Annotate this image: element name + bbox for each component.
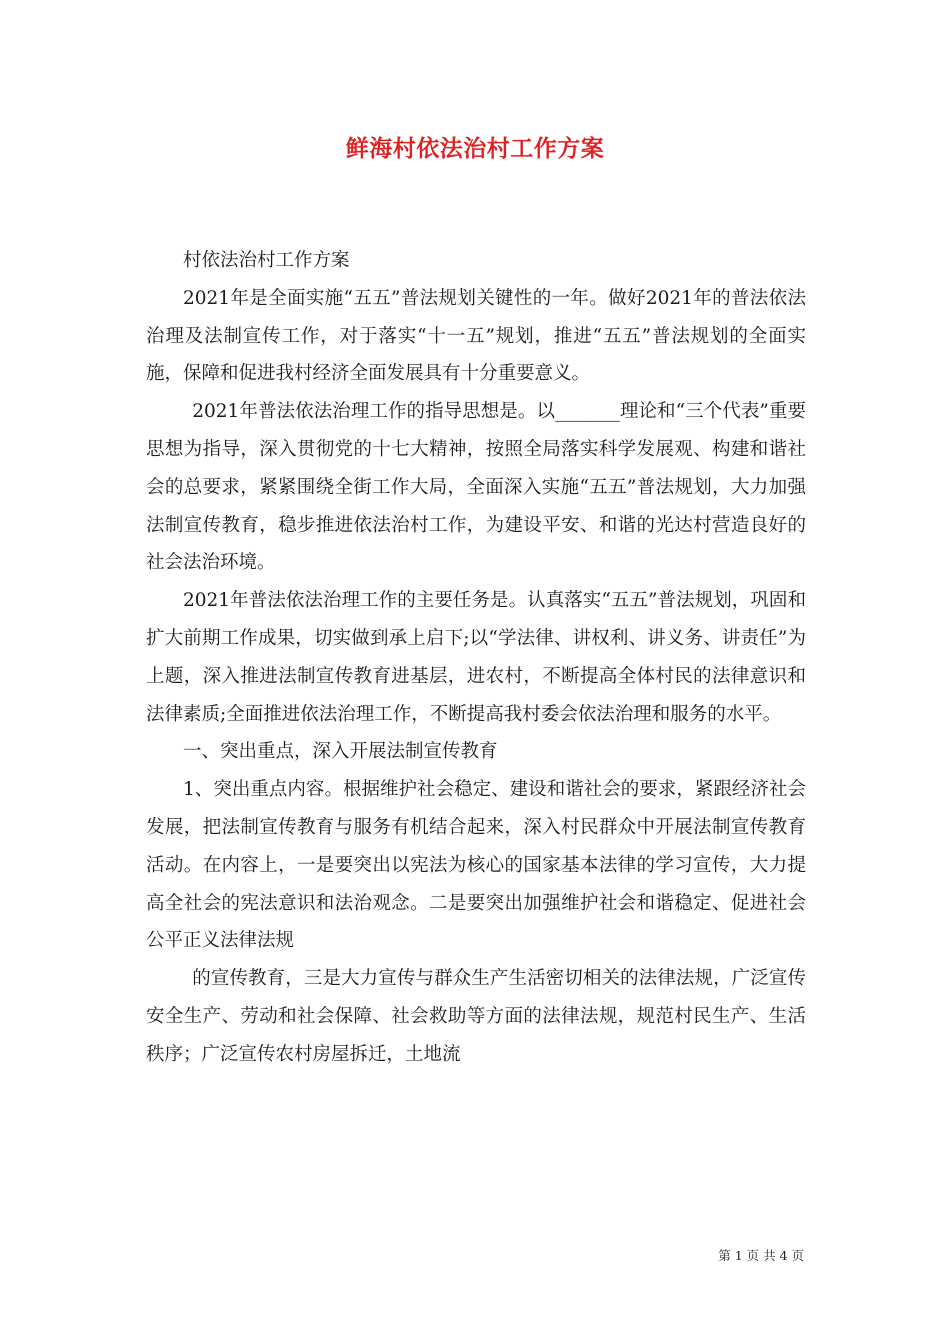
document-body [146,242,806,1074]
document-title: 鲜海村依法治村工作方案 [345,135,605,162]
paragraph-guiding-ideology: 2021年普法依法治理工作的指导思想是。以_______理论和“三个代表”重要思想为指导，深入贯彻党的十七大精神，按照全局落实科学发展观、构建和谐社会的总要求，紧紧围绕全街工作大局，全面深入实施“五五”普法规划，大力加强法制宣传教育，稳步推进依法治村工作，为建设平安、和谐的光达村营造良好的社会法治环境。 [146,401,806,574]
section-heading-1: 一、突出重点，深入开展法制宣传教育 [183,741,498,763]
page-indicator: 第 1 页 共 4 页 [718,1248,804,1263]
paragraph-continuation: 的宣传教育，三是大力宣传与群众生产生活密切相关的法律法规，广泛宣传安全生产、劳动和社会保障、社会救助等方面的法律法规，规范村民生产、生活秩序；广泛宣传农村房屋拆迁，土地流 [146,968,806,1065]
paragraph-main-tasks: 2021年普法依法治理工作的主要任务是。认真落实“五五”普法规划，巩固和扩大前期工作成果，切实做到承上启下;以“学法律、讲权利、讲义务、讲责任”为上题，深入推进法制宣传教育进基层，进农村，不断提高全体村民的法律意识和法律素质;全面推进依法治理工作，不断提高我村委会依法治理和服务的水平。 [146,590,806,725]
paragraph-key-content: 1、突出重点内容。根据维护社会稳定、建设和谐社会的要求，紧跟经济社会发展，把法制宣传教育与服务有机结合起来，深入村民群众中开展法制宣传教育活动。在内容上，一是要突出以宪法为核心的国家基本法律的学习宣传，大力提高全社会的宪法意识和法治观念。二是要突出加强维护社会和谐稳定、促进社会公平正义法律法规 [146,779,806,952]
paragraph-intro: 2021年是全面实施“五五”普法规划关键性的一年。做好2021年的普法依法治理及法制宣传工作，对于落实“十一五”规划，推进“五五”普法规划的全面实施，保障和促进我村经济全面发展具有十分重要意义。 [146,287,806,385]
paragraph-subtitle: 村依法治村工作方案 [183,250,350,271]
